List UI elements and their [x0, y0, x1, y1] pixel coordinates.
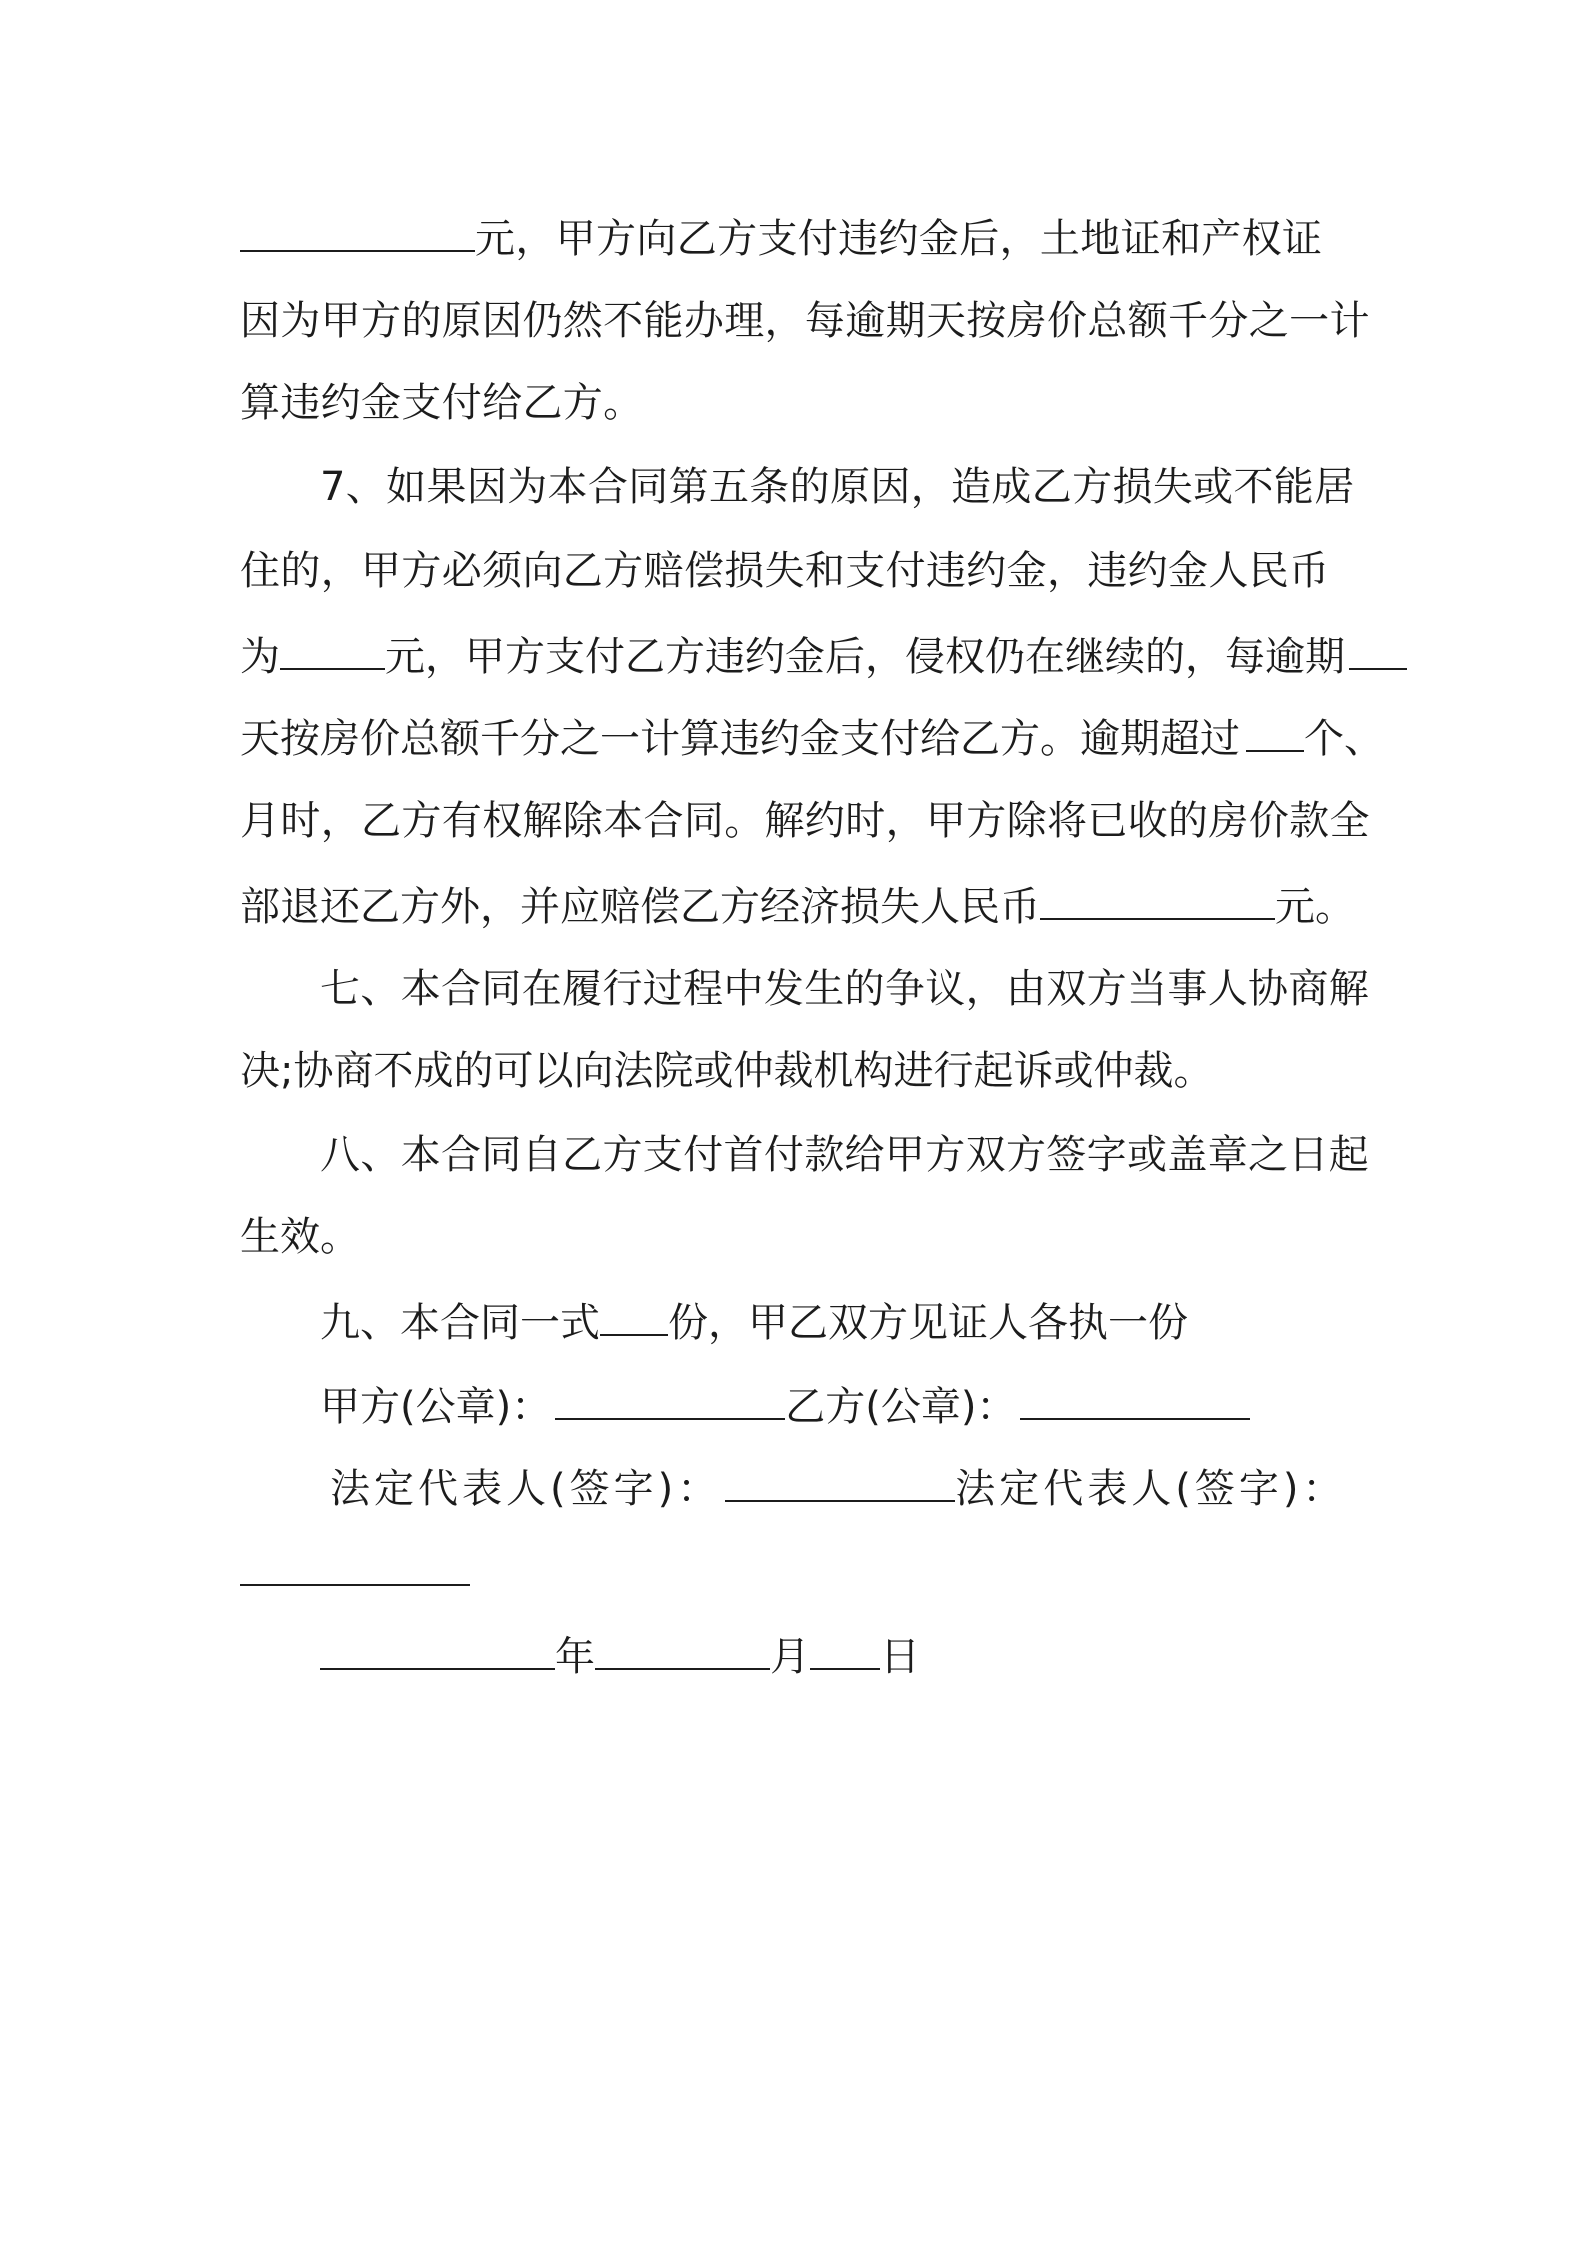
text-line: 为 元，甲方支付乙方违约金后，侵权仍在继续的，每逾期	[240, 630, 1407, 682]
party-a-seal-field	[555, 1380, 785, 1420]
party-b-seal-field	[1020, 1380, 1250, 1420]
text-line: 因为甲方的原因仍然不能办理，每逾期天按房价总额千分之一计	[240, 298, 1370, 344]
clause-heading: 七、本合同在履行过程中发生的争议，由双方当事人协商解	[320, 966, 1370, 1012]
party-a-rep-field	[725, 1462, 955, 1502]
text-line: 元，甲方向乙方支付违约金后，土地证和产权证	[240, 212, 1322, 264]
seal-line	[320, 1380, 1250, 1432]
rep-continuation-line	[240, 1546, 470, 1598]
year-label: 年	[555, 1634, 595, 1680]
party-b-seal-label: 乙方(公章)：	[785, 1384, 1017, 1430]
text-line: 部退还乙方外，并应赔偿乙方经济损失人民币 元。	[240, 880, 1355, 932]
blank-field	[240, 212, 475, 252]
party-b-rep-label: 法定代表人(签字)：	[955, 1466, 1347, 1512]
blank-field	[280, 630, 385, 670]
text-line: 算违约金支付给乙方。	[240, 380, 644, 426]
day-label: 日	[880, 1634, 920, 1680]
year-field	[320, 1630, 555, 1670]
blank-field	[1246, 712, 1304, 752]
blank-field	[600, 1296, 668, 1336]
text-line: 住的，甲方必须向乙方赔偿损失和支付违约金，违约金人民币	[240, 548, 1330, 594]
party-a-seal-label: 甲方(公章)：	[320, 1384, 552, 1430]
text-line: 决;协商不成的可以向法院或仲裁机构进行起诉或仲裁。	[240, 1048, 1214, 1094]
month-field	[595, 1630, 770, 1670]
blank-field	[1349, 630, 1407, 670]
clause-heading: 九、本合同一式 份，甲乙双方见证人各执一份	[320, 1296, 1188, 1348]
day-field	[810, 1630, 880, 1670]
month-label: 月	[770, 1634, 810, 1680]
party-b-rep-field	[240, 1546, 470, 1586]
text-line: 月时，乙方有权解除本合同。解约时，甲方除将已收的房价款全	[240, 798, 1370, 844]
date-line	[320, 1630, 920, 1682]
blank-field	[1040, 880, 1275, 920]
clause-7-heading: 7、如果因为本合同第五条的原因，造成乙方损失或不能居	[320, 464, 1355, 510]
text-line: 天按房价总额千分之一计算违约金支付给乙方。逾期超过 个、	[240, 712, 1384, 764]
party-a-rep-label: 法定代表人(签字)：	[330, 1466, 722, 1512]
text-line: 生效。	[240, 1214, 360, 1260]
rep-line	[330, 1462, 1346, 1514]
clause-heading: 八、本合同自乙方支付首付款给甲方双方签字或盖章之日起	[320, 1132, 1370, 1178]
